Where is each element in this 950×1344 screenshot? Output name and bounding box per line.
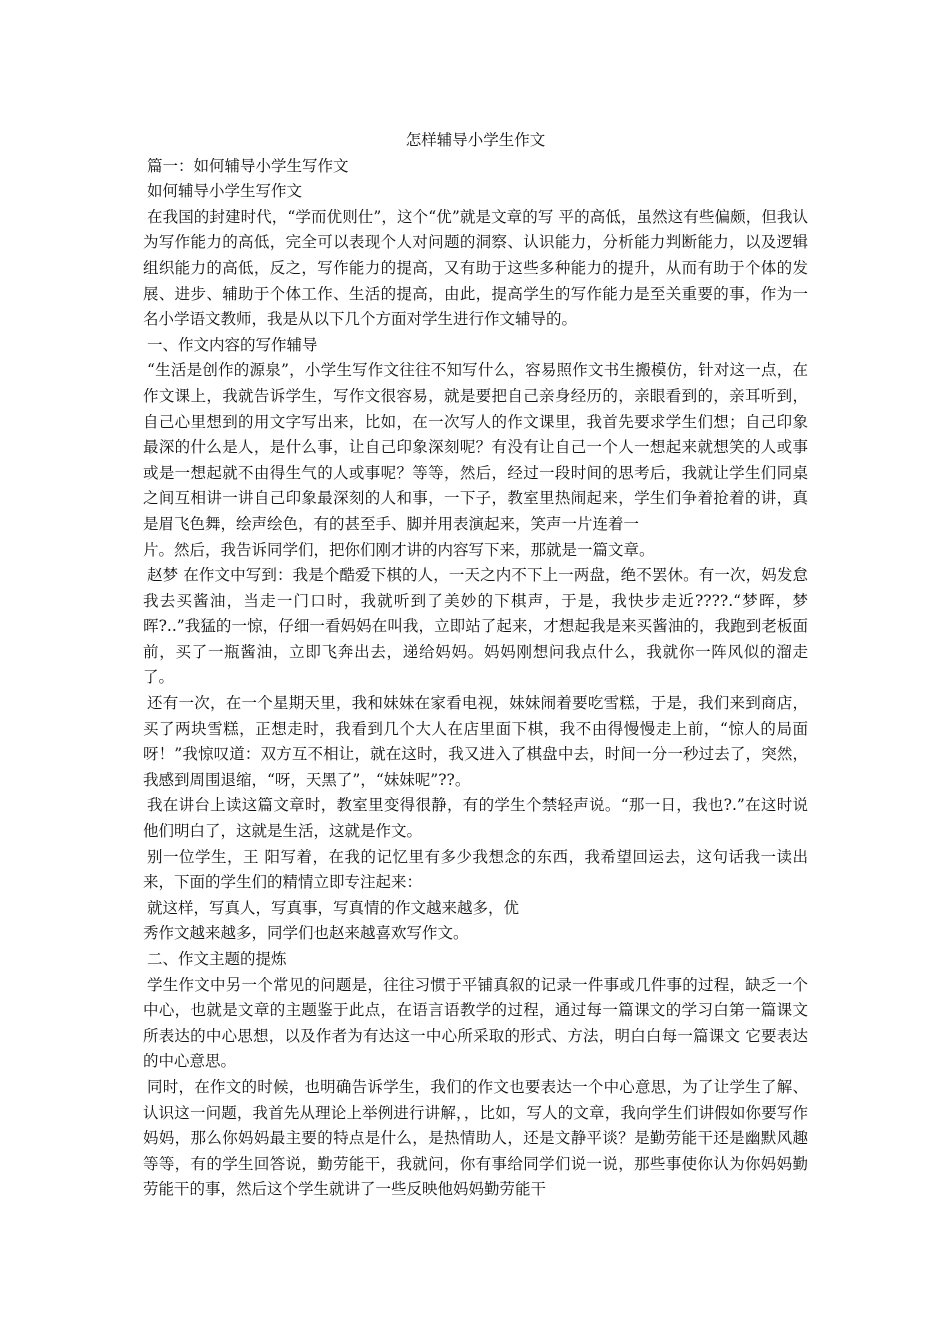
paragraph-so-on: 就这样，写真人，写真事，写真情的作文越来越多，优 [147, 898, 520, 917]
paragraph-theme-problem: 学生作文中另一个常见的问题是，往往习惯于平铺真叙的记录一件事或几件事的过程，缺乏一个中心，也就是文章的主题鉴于此点，在语言语教学的过程，通过每一篇课文的学习白第一篇课文所表达的中心思想，以及作者为有达这一中心所采取的形式、方法，明白白每一篇课文 它要表达的中心意思。 [143, 975, 808, 1071]
part-heading: 篇一：如何辅导小学生写作文 [147, 156, 349, 175]
section-heading-1: 一、作文内容的写作辅导 [147, 335, 318, 354]
sub-heading: 如何辅导小学生写作文 [147, 182, 303, 201]
paragraph-wang-yang: 别一位学生，王 阳写着，在我的记忆里有多少我想念的东西，我希望回运去，这句话我一读出来，下面的学生们的精情立即专注起来： [143, 847, 808, 892]
paragraph-so-on-continued: 秀作文越来越多，同学们也赵来越喜欢写作文。 [143, 924, 469, 943]
paragraph-continuation: 片。然后，我告诉同学们，把你们刚才讲的内容写下来，那就是一篇文章。 [143, 540, 655, 559]
paragraph-intro: 在我国的封建时代，“学而优则仕”，这个“优”就是文章的写 平的高低，虽然这有些偏颇，但我认为写作能力的高低，完全可以表现个人对问题的洞察、认识能力，分析能力判断能力，以及逻辑组织能力的高低，反之，写作能力的提高，又有助于这些多种能力的提升，从而有助于个体的发展、进步、辅助于个体工作、生活的提高，由此，提高学生的写作能力是至关重要的事，作为一名小学语文教师，我是从以下几个方面对学生进行作文辅导的。 [143, 207, 808, 329]
paragraph-reading: 我在讲台上读这篇文章时，教室里变得很静，有的学生个禁轻声说。“那一日，我也?.”在这时说他们明白了，这就是生活，这就是作文。 [143, 796, 808, 841]
document-page [143, 128, 808, 1203]
paragraph-life-source: “生活是创作的源泉”，小学生写作文往往不知写什么，容易照作文书生搬模仿，针对这一点，在作文课上，我就告诉学生，写作文很容易，就是要把自己亲身经历的，亲眼看到的，亲耳听到，自己心里想到的用文字写出来，比如，在一次写人的作文课里，我首先要求学生们想；自己印象最深的什么是人，是什么事，让自己印象深刻呢？有没有让自己一个人一想起来就想笑的人或事或是一想起就不由得生气的人或事呢？等等，然后，经过一段时间的思考后，我就让学生们同桌之间互相讲一讲自己印象最深刻的人和事，一下子，教室里热闹起来，学生们争着抢着的讲，真是眉飞色舞，绘声绘色，有的甚至手、脚并用表演起来，笑声一片连着一 [143, 361, 808, 533]
document-title: 怎样辅导小学生作文 [405, 131, 546, 149]
paragraph-another-time: 还有一次，在一个星期天里，我和妹妹在家看电视，妹妹闹着要吃雪糕，于是，我们来到商店，买了两块雪糕，正想走时，我看到几个大人在店里面下棋，我不由得慢慢走上前，“惊人的局面呀！”我惊叹道：双方互不相让，就在这时，我又进入了棋盘中去，时间一分一秒过去了，突然，我感到周围退缩，“呀，天黑了”，“妹妹呢”??。 [143, 694, 808, 789]
paragraph-zhao-meng: 赵梦 在作文中写到：我是个酷爱下棋的人，一天之内不下上一两盘，绝不罢休。有一次，妈发怠我去买酱油，当走一门口时，我就听到了美妙的下棋声，于是，我快步走近????.“梦晖，梦晖?..”我猛的一惊，仔细一看妈妈在叫我，立即站了起来，才想起我是来买酱油的，我跑到老板面前，买了一瓶酱油，立即飞奔出去，递给妈妈。妈妈刚想问我点什么，我就你一阵风似的溜走了。 [143, 566, 808, 687]
section-heading-2: 二、作文主题的提炼 [147, 950, 287, 968]
paragraph-meanwhile: 同时，在作文的时候，也明确告诉学生，我们的作文也要表达一个中心意思，为了让学生了解、认识这一问题，我首先从理论上举例进行讲解，，比如，写人的文章，我向学生们讲假如你要写作妈妈，那么你妈妈最主要的特点是什么，是热情助人，还是文静平谈？是勤劳能干还是幽默风趣等等，有的学生回答说，勤劳能干，我就问，你有事给同学们说一说，那些事使你认为你妈妈勤劳能干的事，然后这个学生就讲了一些反映他妈妈勤劳能干 [143, 1077, 808, 1199]
